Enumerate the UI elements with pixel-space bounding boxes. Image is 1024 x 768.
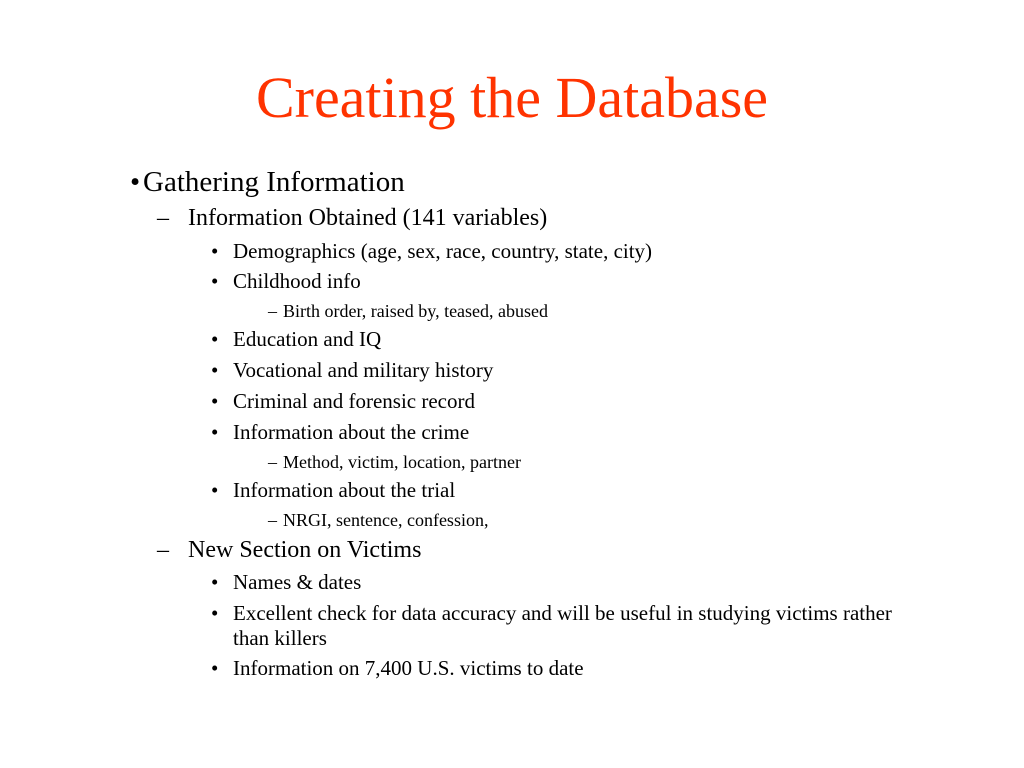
slide-title: Creating the Database bbox=[255, 65, 769, 130]
bullet-demographics: Demographics (age, sex, race, country, state, city) bbox=[233, 239, 653, 263]
bullet-marker: • bbox=[211, 601, 219, 625]
bullet-marker: • bbox=[211, 656, 219, 680]
bullet-names-dates: Names & dates bbox=[233, 570, 362, 594]
bullet-trial: Information about the trial bbox=[233, 478, 456, 502]
bullet-crime: Information about the crime bbox=[233, 420, 470, 444]
bullet-crime-detail: Method, victim, location, partner bbox=[283, 452, 521, 472]
bullet-criminal: Criminal and forensic record bbox=[233, 389, 475, 413]
bullet-gathering-information: Gathering Information bbox=[143, 166, 405, 198]
dash-marker: – bbox=[268, 510, 277, 530]
bullet-marker: • bbox=[211, 478, 219, 502]
bullet-marker: • bbox=[211, 239, 219, 263]
bullet-childhood-info: Childhood info bbox=[233, 269, 361, 293]
bullet-trial-detail: NRGI, sentence, confession, bbox=[283, 510, 489, 530]
bullet-marker: • bbox=[211, 327, 219, 351]
bullet-marker: • bbox=[211, 420, 219, 444]
bullet-childhood-detail: Birth order, raised by, teased, abused bbox=[283, 301, 549, 321]
bullet-vocational: Vocational and military history bbox=[233, 358, 494, 382]
bullet-marker: • bbox=[130, 166, 141, 198]
bullet-education: Education and IQ bbox=[233, 327, 382, 351]
bullet-marker: • bbox=[211, 269, 219, 293]
dash-marker: – bbox=[157, 537, 169, 563]
bullet-data-accuracy: Excellent check for data accuracy and will be useful in studying victims rather than killers bbox=[233, 601, 892, 650]
bullet-marker: • bbox=[211, 358, 219, 382]
dash-marker: – bbox=[268, 452, 277, 472]
bullet-information-obtained: Information Obtained (141 variables) bbox=[188, 205, 548, 231]
bullet-marker: • bbox=[211, 570, 219, 594]
bullet-new-section-victims: New Section on Victims bbox=[188, 537, 422, 563]
dash-marker: – bbox=[157, 205, 169, 231]
bullet-marker: • bbox=[211, 389, 219, 413]
bullet-victims-count: Information on 7,400 U.S. victims to date bbox=[233, 656, 584, 680]
dash-marker: – bbox=[268, 301, 277, 321]
